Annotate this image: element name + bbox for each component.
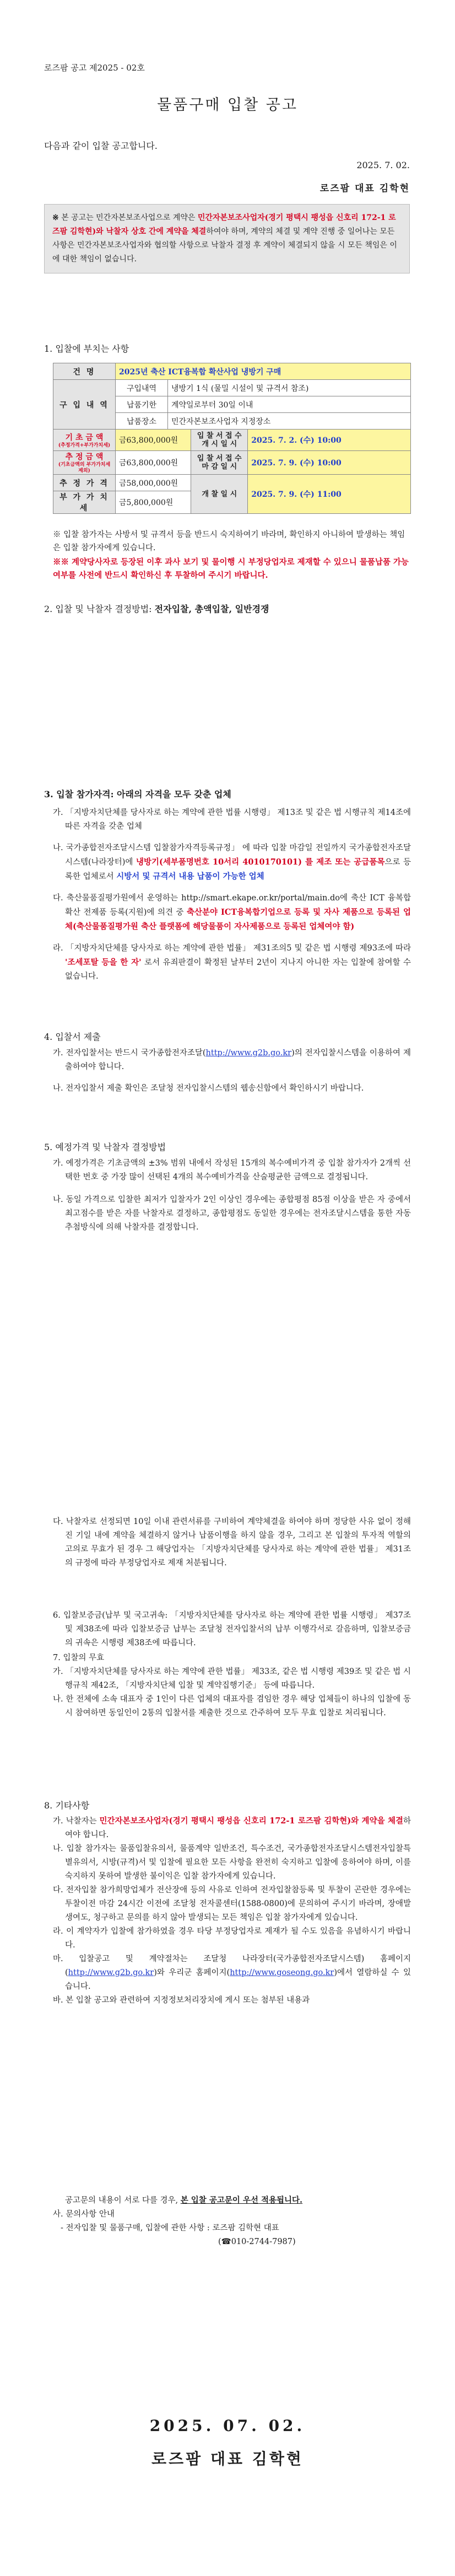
qual-da-2: 축산분야 ICT융복합기업으로 등록 및 자사 제품으로 등록된 업체(축산물품질평가원 축산 플랫폼에 해당물품이 자사제품으로 등록된 업체여야 함) [65, 908, 411, 931]
misc-ma-2: )와 우리군 홈페이지( [154, 1968, 230, 1977]
section-3-heading: 3. 입찰 참가자격: 아래의 자격을 모두 갖춘 업체 [44, 789, 231, 799]
qual-item-ra [53, 942, 411, 984]
value-base-amount: 금63,800,000원 [116, 430, 191, 451]
publisher-name: 로즈팜 대표 김학현 [319, 183, 410, 194]
qual-item-da [53, 892, 411, 934]
misc-item-na: 나. 입찰 참가자는 물품입찰유의서, 물품계약 일반조건, 특수조건, 국가종합전자조달시스템전자입찰특별유의서, 시방(규격)서 및 입찰에 필요한 모든 사항을 완전히 숙지하고 입찰에 응하여야 하며, 이를 숙지하지 못하여 발생한 불이익은 입찰 참가자에게 있습니다. [53, 1844, 411, 1881]
sub-label-deadline: 납품기한 [116, 396, 168, 413]
page-title: 물품구매 입찰 공고 [157, 96, 298, 114]
misc-item-ba: 바. 본 입찰 공고와 관련하여 지정정보처리장치에 게시 또는 첨부된 내용과 [53, 1996, 310, 2005]
table-row [53, 430, 411, 451]
value-location: 민간자본보조사업자 지정장소 [168, 413, 411, 430]
qual-ra-2: '조세포탈 등을 한 자' [65, 958, 142, 967]
misc-item-ga [53, 1814, 411, 1842]
section-2-heading [44, 602, 269, 616]
table-row [53, 380, 411, 396]
misc-ga-1: 가. 낙찰자는 [53, 1817, 100, 1826]
label-purchase-details: 구 입 내 역 [53, 380, 116, 430]
g2b-link-2[interactable]: http://www.g2b.go.kr [68, 1968, 154, 1977]
footer-line-1 [53, 2193, 411, 2208]
closing-publisher: 로즈팜 대표 김학현 [151, 2450, 304, 2468]
section-8-items [53, 1814, 411, 2008]
submit-item-ga [53, 1046, 411, 1074]
misc-ma-3: )에서 열람하실 수 있습니다. [65, 1968, 411, 1991]
value-deadline: 계약일로부터 30일 이내 [168, 396, 411, 413]
footer-notes [53, 2193, 411, 2249]
misc-ga-2: 민간자본보조사업자(경기 평택시 팽성읍 신호리 172-1 로즈팜 김학현)와 계약을 체결 [99, 1816, 403, 1826]
section-6-7 [53, 1609, 411, 1720]
submit-ga-2: )의 전자입찰시스템을 이용하여 제출하여야 합니다. [65, 1049, 411, 1071]
misc-ma-1: 마. 입찰공고 및 계약절차는 조달청 나라장터(국가종합전자조달시스템) 홈페이지( [53, 1955, 411, 1977]
intro-text: 다음과 같이 입찰 공고합니다. [44, 141, 158, 151]
invalid-item-ga: 가. 「지방자치단체를 당사자로 하는 계약에 관한 법률」 제33조, 같은 법 시행령 제39조 및 같은 법 시행규칙 제42조, 「지방자치단체 입찰 및 계약집행기준」 등에 따릅니다. [53, 1667, 411, 1690]
value-project-name: 2025년 축산 ICT융복합 확산사업 냉방기 구매 [116, 363, 411, 380]
inquiry-heading: 사. 문의사항 안내 [53, 2210, 115, 2219]
spec-note: ※ 입찰 참가자는 사방서 및 규격서 등을 반드시 숙지하여기 바라며, 확인하지 아니하여 발생하는 책임은 입찰 참가자에게 있습니다. [53, 530, 405, 552]
invalid-item-na: 나. 한 전체에 소속 대표자 중 1인이 다른 업체의 대표자를 겸임한 경우 해당 업체들이 하나의 입찰에 동시 참여하면 동일인이 2통의 입찰서를 제출한 것으로 간주하여 모두 무효 입찰로 처리됩니다. [53, 1695, 411, 1718]
value-opening-time: 2025. 7. 9. (수) 11:00 [248, 475, 411, 514]
section-4-items [53, 1046, 411, 1096]
document-number: 로즈팜 공고 제2025 - 02호 [44, 63, 145, 73]
qual-ra-1: 라. 「지방자치단체를 당사자로 하는 계약에 관한 법률」 제31조의5 및 같은 법 시행령 제93조에 따라 [53, 944, 411, 953]
section-2-label: 2. 입찰 및 낙찰자 결정방법: [44, 604, 155, 614]
price-item-na: 나. 동일 가격으로 입찰한 최저가 입찰자가 2인 이상인 경우에는 종합평점 85점 이상을 받은 자 중에서 최고점수를 받은 자를 낙찰자로 결정하고, 종합평점도 동일한 경우에는 전자조달시스템을 통한 자동 추첨방식에 의해 낙찰자를 결정합니다. [53, 1195, 411, 1232]
label-opening-time: 개 찰 일 시 [191, 475, 248, 514]
notice-mark: ※ [52, 213, 59, 222]
estimated-amount-label-text: 추 정 금 액 [65, 453, 104, 461]
misc-item-da: 다. 전자입찰 참가희망업체가 전산장애 등의 사유로 인하여 전자입찰참등록 및 투찰이 곤란한 경우에는 투찰이전 마감 24시간 이전에 조달청 전자콜센터(1588-0800)에 문의하여 주시기 바라며, 장애발생여도, 청구하고 문의를 하지 않아 발생되는 모든 책임은 입찰 참가자에게 있습니다. [53, 1886, 411, 1922]
award-item-da [53, 1515, 411, 1570]
table-row [53, 363, 411, 380]
footer-line-1a: 공고문의 내용이 서로 다를 경우, [65, 2196, 181, 2205]
qual-da-1: 다. 축산물품질평가원에서 운영하는 http://smart.ekape.or.kr/portal/main.do에 축산 ICT 융복합 확산 전제품 등록(지원)에 의견 중 [53, 894, 411, 917]
notice-text-3: 하여야 하며, 계약의 체결 및 계약 진행 중 일어나는 모든 사항은 민간자본보조사업자와 협의할 사항으로 낙찰자 결정 후 계약이 체결되지 않을 시 모든 책임은 이에 대한 책임이 없습니다. [52, 227, 397, 264]
base-amount-label-text: 기 초 금 액 [65, 433, 104, 442]
table-row [53, 475, 411, 491]
label-estimated-amount [53, 451, 116, 475]
section-1-heading: 1. 입찰에 부치는 사항 [44, 344, 129, 354]
value-estimated-price: 금58,000,000원 [116, 475, 191, 491]
inquiry-contact: - 전자입찰 및 물품구매, 입찰에 관한 사항 : 로즈팜 김학현 대표 [61, 2224, 279, 2232]
section-7-heading: 7. 입찰의 무효 [53, 1654, 105, 1662]
qual-item-ga: 가. 「지방자치단체를 당사자로 하는 계약에 관한 법률 시행령」 제13조 및 같은 법 시행규칙 제14조에 따른 자격을 갖춘 업체 [53, 808, 411, 831]
closing-date: 2025. 07. 02. [149, 2417, 306, 2435]
award-da-text: 다. 낙찰자로 선정되면 10일 이내 관련서류를 구비하여 계약체결을 하여야 하며 정당한 사유 없이 정해진 기일 내에 계약을 체결하지 않거나 납품이행을 하지 않을 경우, 그리고 본 입찰의 투자적 역할의 고의로 무효가 된 경우 그 해당업자는 「지방자치단체를 당사자로 하는 계약에 관한 법률」 제31조의 규정에 따라 부정당업자로 제재 처분됩니다. [53, 1517, 411, 1568]
label-project-name: 건 명 [53, 363, 116, 380]
misc-item-ra: 라. 이 계약자가 입찰에 참가하였을 경우 타당 부정당업자로 제재가 될 수도 있음을 유념하시기 바랍니다. [53, 1927, 411, 1950]
value-bid-open: 2025. 7. 2. (수) 10:00 [248, 430, 411, 451]
g2b-link[interactable]: http://www.g2b.go.kr [205, 1049, 292, 1058]
announcement-date: 2025. 7. 02. [356, 160, 410, 170]
inquiry-phone: (☎010-2744-7987) [218, 2237, 296, 2246]
label-bid-close: 입 찰 서 접 수 마 감 일 시 [191, 451, 248, 475]
misc-item-ma [53, 1952, 411, 1994]
table-row [53, 451, 411, 475]
bid-bond-item: 6. 입찰보증금(납부 및 국고귀속: 「지방자치단체를 당사자로 하는 계약에 관한 법률 시행령」 제37조 및 제38조에 따라 입찰보증금 납부는 조달청 전자입찰서의 납부 이행각서로 갈음하며, 입찰보증금의 귀속은 시행령 제38조에 따릅니다. [53, 1611, 411, 1647]
footer-line-1b: 본 입찰 공고문이 우선 적용됩니다. [180, 2196, 303, 2205]
section-8-heading: 8. 기타사항 [44, 1800, 90, 1811]
submit-ga-1: 가. 전자입찰서는 반드시 국가종합전자조달( [53, 1049, 206, 1058]
section-4-heading: 4. 입찰서 제출 [44, 1032, 101, 1042]
notice-text-2: 민간자본보조사업자(경기 평택시 팽성읍 신호리 172-1 로즈팜 김학현)와 낙찰자 상호 간에 계약을 체결 [52, 213, 396, 236]
qual-na-1: 나. 국가종합전자조달시스템 입찰참가자격등록규정」 에 따라 입찰 마감일 전일까지 국가종합전자조달시스템(나라장터)에 [53, 844, 411, 867]
sub-label-location: 납품장소 [116, 413, 168, 430]
value-items: 냉방기 1식 (물밀 시설이 및 규격서 참조) [168, 380, 411, 396]
price-item-ga: 가. 예정가격은 기초금액의 ±3% 범위 내에서 작성된 15개의 복수예비가격 중 입찰 참가자가 2개씩 선택한 번호 중 가장 많이 선택된 4개의 복수예비가격을 산술평균한 금액으로 결정됩니다. [53, 1159, 411, 1182]
section-5-heading: 5. 예정가격 및 낙찰자 결정방법 [44, 1142, 166, 1152]
qual-item-na [53, 841, 411, 884]
goseong-link[interactable]: http://www.goseong.go.kr [230, 1968, 334, 1977]
label-bid-open: 입 찰 서 접 수 개 시 일 시 [191, 430, 248, 451]
penalty-warning: ※※ 계약당사자로 등장된 이후 과사 보기 및 물이행 시 부정당업자로 제재할 수 있으니 물품납품 가능여부를 사전에 반드시 확인하신 후 투찰하여 주시기 바랍니다. [53, 557, 409, 580]
sub-label-items: 구입내역 [116, 380, 168, 396]
label-estimated-price: 추 정 가 격 [53, 475, 116, 491]
label-base-amount [53, 430, 116, 451]
bid-info-table [53, 363, 411, 514]
qual-na-4: 시방서 및 규격서 내용 납품이 가능한 업체 [116, 872, 264, 881]
misc-ga-3: 하여야 합니다. [65, 1817, 411, 1839]
section-5-items [53, 1157, 411, 1235]
value-vat: 금5,800,000원 [116, 491, 191, 514]
section-3-items [53, 806, 411, 984]
qual-ra-3: 로서 유죄판결이 확정된 날부터 2년이 지나지 아니한 자는 입찰에 참여할 수 없습니다. [65, 958, 411, 981]
qual-na-3: 으로 등록한 업체로서 [65, 858, 411, 881]
value-estimated-amount: 금63,800,000원 [116, 451, 191, 475]
estimated-amount-label-note: (기초금액의 부가가치세 제외) [58, 462, 111, 474]
qual-na-2: 냉방기(세부품명번호 10서리 4010170101) 를 제조 또는 공급품목 [136, 857, 385, 867]
notice-box [44, 204, 410, 273]
section-2-method: 전자입찰, 총액입찰, 일반경쟁 [154, 604, 269, 614]
base-amount-label-note: (추정가격+부가가치세) [58, 442, 111, 448]
label-vat: 부 가 가 치 세 [53, 491, 116, 514]
notice-text-1: 본 공고는 민간자본보조사업으로 계약은 [61, 213, 198, 222]
value-bid-close: 2025. 7. 9. (수) 10:00 [248, 451, 411, 475]
submit-item-na: 나. 전자입찰서 제출 확인은 조달청 전자입찰시스템의 웹송신함에서 확인하시기 바랍니다. [53, 1084, 364, 1093]
